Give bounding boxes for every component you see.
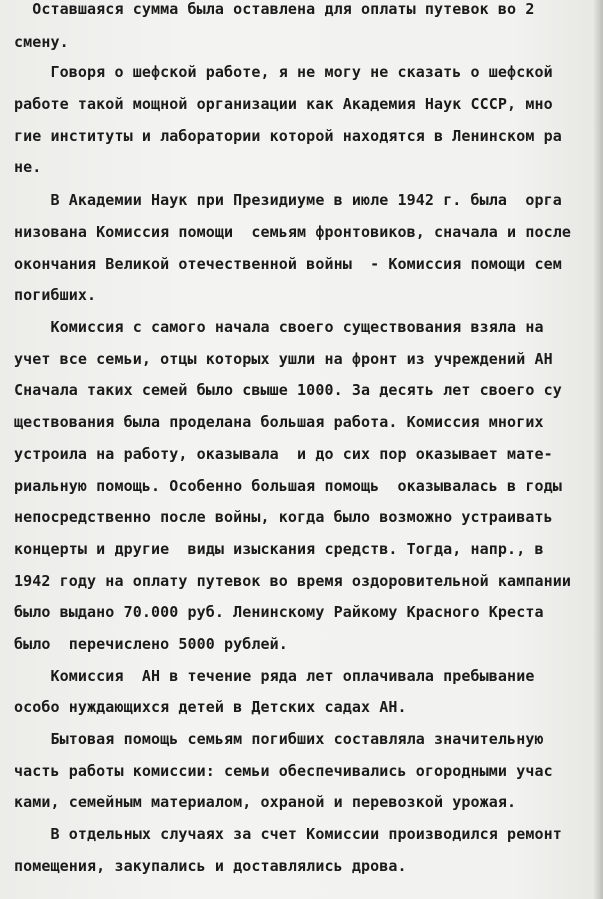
text-line: Сначала таких семей было свыше 1000. За десять лет своего су [14, 381, 562, 399]
text-line: В отдельных случаях за счет Комиссии производился ремонт [14, 825, 562, 843]
text-line: Комиссия АН в течение ряда лет оплачивала пребывание [14, 667, 535, 685]
text-line: часть работы комиссии: семьи обеспечивались огородными учас [14, 762, 553, 780]
text-line: непосредственно после войны, когда было возможно устраивать [14, 508, 553, 526]
text-line: 1942 году на оплату путевок во время оздоровительной кампании [14, 572, 571, 590]
text-line: помещения, закупались и доставлялись дрова. [14, 857, 407, 875]
text-line: погибших. [14, 286, 97, 304]
text-line: риальную помощь. Особенно большая помощь оказывалась в годы [14, 477, 562, 495]
text-line: Комиссия с самого начала своего существования взяла на [14, 318, 544, 336]
text-line: концерты и другие виды изыскания средств. Тогда, напр., в [14, 540, 544, 558]
text-line: В Академии Наук при Президиуме в июле 1942 г. была орга [14, 191, 562, 209]
text-line: особо нуждающихся детей в Детских садах АН. [14, 698, 407, 716]
text-line: ками, семейным материалом, охраной и перевозкой урожая. [14, 793, 517, 811]
text-line: смену. [14, 33, 69, 51]
text-line: работе такой мощной организации как Академия Наук СССР, мно [14, 95, 553, 113]
text-line: не. [14, 158, 42, 176]
text-line: ществования была проделана большая работа. Комиссия многих [14, 413, 544, 431]
text-line: Говоря о шефской работе, я не могу не сказать о шефской [14, 63, 553, 81]
text-line: Оставшаяся сумма была оставлена для оплаты путевок во 2 [14, 0, 535, 18]
text-line: окончания Великой отечественной войны - Комиссия помощи сем [14, 255, 562, 273]
text-line: гие институты и лаборатории которой находятся в Ленинском ра [14, 127, 562, 145]
text-line: было выдано 70.000 руб. Ленинскому Райкому Красного Креста [14, 603, 544, 621]
text-line: низована Комиссия помощи семьям фронтовиков, сначала и после [14, 223, 571, 241]
text-line: Бытовая помощь семьям погибших составляла значительную [14, 730, 544, 748]
text-line: учет все семьи, отцы которых ушли на фронт из учреждений АН [14, 350, 553, 368]
page-edge-shadow [593, 0, 603, 899]
text-line: было перечислено 5000 рублей. [14, 635, 288, 653]
text-line: устроила на работу, оказывала и до сих пор оказывает мате- [14, 445, 553, 463]
